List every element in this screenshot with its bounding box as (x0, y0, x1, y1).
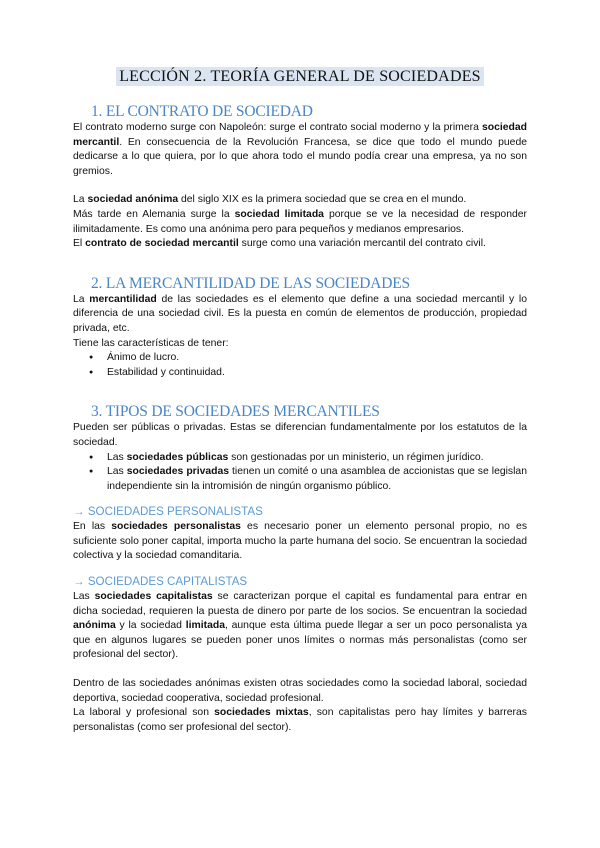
bold-term: sociedad mercantil (73, 122, 527, 148)
paragraph: El contrato moderno surge con Napoleón: surge el contrato social moderno y la primera sociedad mercantil. En consecuencia de la Revolución Francesa, se dice que todo el mundo puede dedicarse a lo que quiera, por lo que ahora todo el mundo podía crear una empresa, ya no son gremios. (73, 122, 527, 177)
subsection-heading-capitalistas: → SOCIEDADES CAPITALISTAS (73, 575, 248, 589)
bold-term: anónima (73, 620, 116, 632)
paragraph: La laboral y profesional son sociedades mixtas, son capitalistas pero hay límites y barreras personalistas (como ser profesional del sector). (73, 707, 527, 733)
paragraph: Tiene las características de tener: (73, 337, 229, 349)
bold-term: sociedades públicas (126, 451, 229, 463)
bold-term: sociedad limitada (234, 208, 324, 220)
characteristics-list (73, 351, 527, 380)
list-item: ● Ánimo de lucro. (107, 351, 527, 366)
list-item: ● Las sociedades privadas tienen un comité o una asamblea de accionistas que se legislan independiente sin la intromisión de ningún organismo público. (107, 465, 527, 494)
section-heading-contrato: 1. EL CONTRATO DE SOCIEDAD (91, 103, 313, 120)
bold-term: sociedades privadas (126, 466, 230, 478)
paragraph: La mercantilidad de las sociedades es el elemento que define a una sociedad mercantil y lo diferencia de una sociedad civil. Es la puesta en común de elementos de producción, propiedad privada, etc. (73, 293, 527, 334)
paragraph: La sociedad anónima del siglo XIX es la primera sociedad que se crea en el mundo. (73, 194, 467, 206)
bold-term: limitada (185, 620, 225, 632)
paragraph: En las sociedades personalistas es necesario poner un elemento personal propio, no es suficiente solo poner capital, importa mucho la parte humana del socio. Se encuentran la sociedad colectiva y la sociedad comanditaria. (73, 521, 528, 562)
paragraph: Pueden ser públicas o privadas. Estas se diferencian fundamentalmente por los estatutos de la sociedad. (73, 422, 527, 448)
section-heading-mercantilidad: 2. LA MERCANTILIDAD DE LAS SOCIEDADES (91, 274, 410, 292)
bold-term: sociedad anónima (87, 194, 179, 206)
bold-term: mercantilidad (89, 293, 157, 305)
section-heading-tipos: 3. TIPOS DE SOCIEDADES MERCANTILES (91, 403, 380, 421)
list-item: ● Estabilidad y continuidad. (107, 366, 527, 381)
subsection-heading-personalistas: → SOCIEDADES PERSONALISTAS (73, 505, 263, 519)
paragraph: El contrato de sociedad mercantil surge como una variación mercantil del contrato civil. (73, 238, 486, 250)
bold-term: sociedades mixtas (214, 707, 309, 719)
paragraph: Las sociedades capitalistas se caracterizan porque el capital es fundamental para entrar en dicha sociedad, requieren la puesta de dinero por parte de los socios. Se encuentran la sociedad anónima y la sociedad limitada, aunque esta última puede llegar a ser un poco personalista ya que en algunos lugares se pueden poner unos límites o normas más personalistas (como ser profesional del sector). (73, 591, 528, 661)
bold-term: sociedades capitalistas (94, 591, 213, 603)
paragraph: Dentro de las sociedades anónimas existen otras sociedades como la sociedad laboral, sociedad deportiva, sociedad cooperativa, sociedad profesional. (73, 678, 527, 704)
list-item: ● Las sociedades públicas son gestionadas por un ministerio, un régimen jurídico. (107, 451, 527, 466)
bold-term: sociedades personalistas (111, 521, 241, 533)
paragraph: Más tarde en Alemania surge la sociedad limitada porque se ve la necesidad de responder ilimitadamente. Es como una anónima pero para pequeños y medianos empresarios. (73, 208, 527, 235)
document-page (73, 66, 527, 735)
types-list (73, 451, 527, 495)
document-title (73, 66, 527, 88)
document-title-text: LECCIÓN 2. TEORÍA GENERAL DE SOCIEDADES (116, 67, 484, 86)
bold-term: contrato de sociedad mercantil (85, 238, 239, 250)
